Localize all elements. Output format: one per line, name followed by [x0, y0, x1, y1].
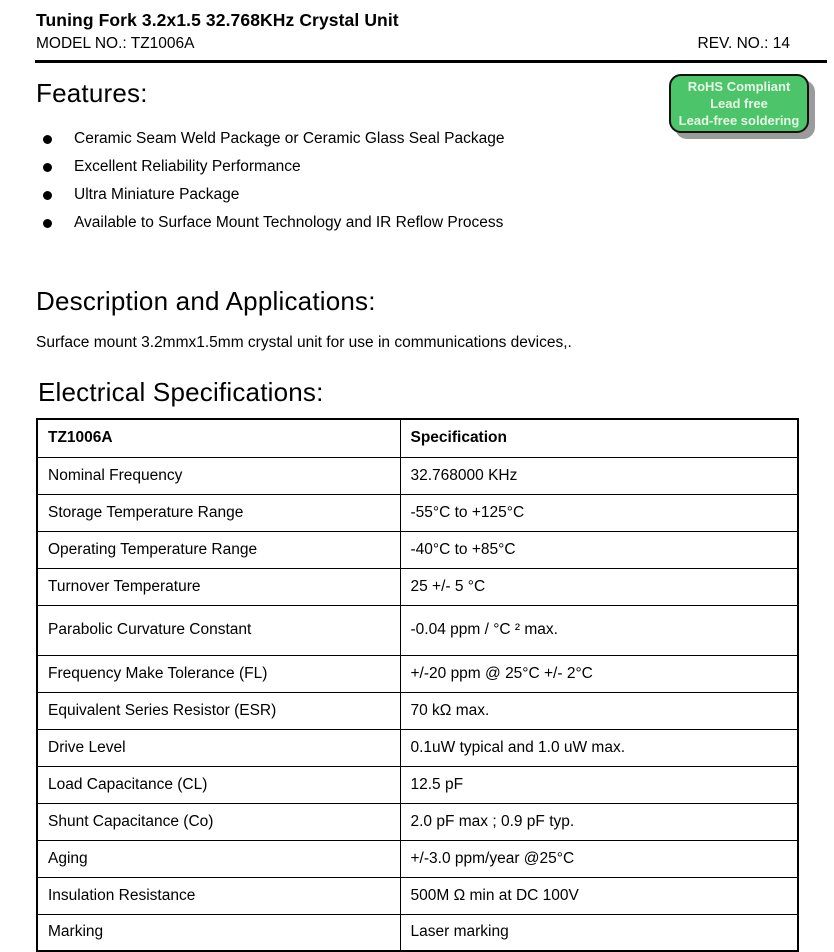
table-row — [37, 914, 798, 951]
spec-parameter: Nominal Frequency — [37, 457, 400, 494]
table-row — [37, 568, 798, 605]
feature-text: Ceramic Seam Weld Package or Ceramic Glass Seal Package — [74, 130, 505, 147]
rohs-compliance-badge — [669, 74, 809, 133]
spec-value: -40°C to +85°C — [400, 531, 798, 568]
column-header-model: TZ1006A — [37, 419, 400, 457]
spec-parameter: Insulation Resistance — [37, 877, 400, 914]
spec-value: 0.1uW typical and 1.0 uW max. — [400, 729, 798, 766]
spec-value: +/-20 ppm @ 25°C +/- 2°C — [400, 655, 798, 692]
spec-parameter: Marking — [37, 914, 400, 951]
list-item — [36, 181, 834, 209]
doc-header — [36, 9, 834, 63]
spec-parameter: Load Capacitance (CL) — [37, 766, 400, 803]
spec-value: 12.5 pF — [400, 766, 798, 803]
table-row — [37, 692, 798, 729]
bullet-icon — [43, 219, 52, 228]
table-row — [37, 655, 798, 692]
table-row — [37, 605, 798, 655]
spec-parameter: Drive Level — [37, 729, 400, 766]
header-divider — [35, 60, 827, 63]
spec-value: -0.04 ppm / °C ² max. — [400, 605, 798, 655]
spec-value: +/-3.0 ppm/year @25°C — [400, 840, 798, 877]
model-rev-row — [36, 34, 790, 53]
spec-value: 500M Ω min at DC 100V — [400, 877, 798, 914]
spec-value: 70 kΩ max. — [400, 692, 798, 729]
revision-number: REV. NO.: 14 — [697, 35, 790, 52]
list-item — [36, 209, 834, 237]
page-title: Tuning Fork 3.2x1.5 32.768KHz Crystal Unit — [36, 10, 399, 30]
table-row — [37, 803, 798, 840]
model-number: MODEL NO.: TZ1006A — [36, 35, 195, 52]
table-row — [37, 840, 798, 877]
feature-text: Available to Surface Mount Technology and IR Reflow Process — [74, 214, 504, 231]
feature-list — [36, 125, 834, 237]
list-item — [36, 153, 834, 181]
spec-value: 32.768000 KHz — [400, 457, 798, 494]
features-heading: Features: — [36, 78, 148, 108]
table-row — [37, 494, 798, 531]
spec-parameter: Equivalent Series Resistor (ESR) — [37, 692, 400, 729]
spec-value: 2.0 pF max ; 0.9 pF typ. — [400, 803, 798, 840]
electrical-spec-table — [36, 418, 799, 952]
feature-text: Ultra Miniature Package — [74, 186, 240, 203]
column-header-spec: Specification — [400, 419, 798, 457]
table-row — [37, 729, 798, 766]
description-heading: Description and Applications: — [36, 286, 376, 316]
spec-parameter: Storage Temperature Range — [37, 494, 400, 531]
spec-parameter: Parabolic Curvature Constant — [37, 605, 400, 655]
bullet-icon — [43, 191, 52, 200]
table-header-row — [37, 419, 798, 457]
spec-parameter: Turnover Temperature — [37, 568, 400, 605]
description-body: Surface mount 3.2mmx1.5mm crystal unit for use in communications devices,. — [36, 334, 572, 351]
rohs-line-2: Lead free — [710, 96, 768, 111]
spec-parameter: Shunt Capacitance (Co) — [37, 803, 400, 840]
table-row — [37, 877, 798, 914]
rohs-line-3: Lead-free soldering — [678, 113, 800, 128]
table-row — [37, 531, 798, 568]
spec-value: -55°C to +125°C — [400, 494, 798, 531]
table-row — [37, 766, 798, 803]
bullet-icon — [43, 135, 52, 144]
spec-parameter: Aging — [37, 840, 400, 877]
spec-value: Laser marking — [400, 914, 798, 951]
spec-parameter: Frequency Make Tolerance (FL) — [37, 655, 400, 692]
spec-parameter: Operating Temperature Range — [37, 531, 400, 568]
rohs-line-1: RoHS Compliant — [687, 79, 791, 94]
bullet-icon — [43, 163, 52, 172]
table-row — [37, 457, 798, 494]
feature-text: Excellent Reliability Performance — [74, 158, 301, 175]
spec-value: 25 +/- 5 °C — [400, 568, 798, 605]
specs-heading: Electrical Specifications: — [38, 377, 324, 407]
